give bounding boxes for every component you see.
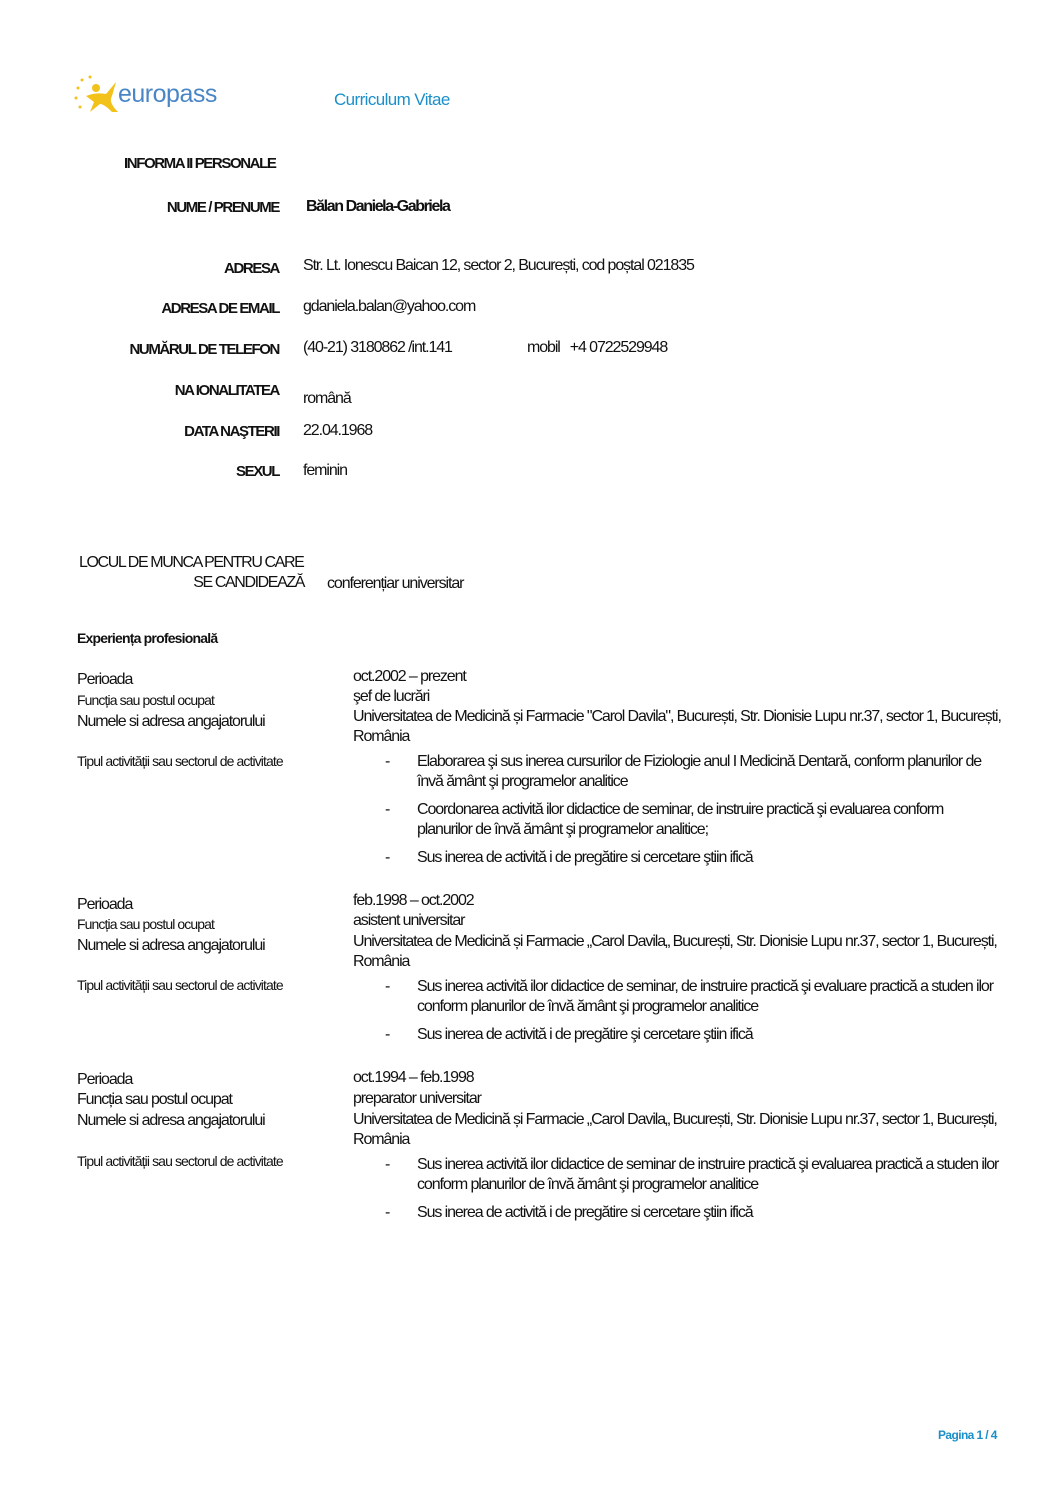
email-value[interactable]: gdaniela.balan@yahoo.com <box>303 298 476 315</box>
cv-title: Curriculum Vitae <box>334 90 450 109</box>
activity-item: - Sus inerea activită ilor didactice de seminar de instruire practică şi evaluarea practică a studen ilor conform planurilor de învă ământ şi programelor analitice <box>385 1156 999 1193</box>
activity-item: - Sus inerea de activită i de pregătire si cercetare ştiin ifică <box>385 849 753 866</box>
address-label: ADRESA <box>224 260 279 277</box>
employer-value: Universitatea de Medicină și Farmacie „Carol Davila„ București, Str. Dionisie Lupu nr.37, sector 1, București, România <box>353 933 997 970</box>
email-label: ADRESA DE EMAIL <box>161 300 279 317</box>
position-label-line2: SE CANDIDEAZĂ <box>193 574 304 591</box>
activity-label: Tipul activității sau sectorul de activitate <box>77 1153 283 1169</box>
birthdate-label: DATA NAŞTERII <box>184 423 279 440</box>
function-value: asistent universitar <box>353 912 465 929</box>
nationality-value: română <box>303 390 351 407</box>
period-value: oct.1994 – feb.1998 <box>353 1069 474 1086</box>
activity-item: - Sus inerea activită ilor didactice de seminar, de instruire practică şi evaluare practică a studen ilor conform planurilor de învă ământ şi programelor analitice <box>385 978 993 1015</box>
experience-heading: Experiența profesională <box>77 630 218 646</box>
mobile-value: mobil +4 0722529948 <box>527 339 668 356</box>
address-value: Str. Lt. Ionescu Baican 12, sector 2, București, cod poștal 021835 <box>303 257 694 274</box>
employer-label: Numele si adresa angajatorului <box>77 1112 265 1129</box>
europass-logo <box>72 74 222 116</box>
birthdate-value: 22.04.1968 <box>303 422 373 439</box>
logo-text: europass <box>118 80 217 108</box>
period-value: feb.1998 – oct.2002 <box>353 892 474 909</box>
function-label: Funcția sau postul ocupat <box>77 692 215 708</box>
employer-value: Universitatea de Medicină și Farmacie "Carol Davila", București, Str. Dionisie Lupu nr.37, sector 1, București, România <box>353 708 1001 745</box>
page-number: Pagina 1 / 4 <box>938 1428 997 1442</box>
sex-value: feminin <box>303 462 347 479</box>
nationality-label: NA IONALITATEA <box>174 382 279 399</box>
position-label-line1: LOCUL DE MUNCA PENTRU CARE <box>79 554 304 571</box>
period-label: Perioada <box>77 896 133 913</box>
period-label: Perioada <box>77 1071 133 1088</box>
period-label: Perioada <box>77 671 133 688</box>
position-value: conferențiar universitar <box>327 575 464 592</box>
period-value: oct.2002 – prezent <box>353 668 466 685</box>
activity-item: - Sus inerea de activită i de pregătire si cercetare ştiin ifică <box>385 1204 753 1221</box>
name-label: NUME / PRENUME <box>166 199 279 216</box>
activity-item: - Coordonarea activită ilor didactice de seminar, de instruire practică şi evaluarea conform planurilor de învă ământ şi programelor analitice; <box>385 801 944 838</box>
phone-value: (40-21) 3180862 /int.141 <box>303 339 452 356</box>
activity-item: - Elaborarea şi sus inerea cursurilor de Fiziologie anul I Medicină Dentară, conform planurilor de învă ământ şi programelor analitice <box>385 753 982 790</box>
employer-label: Numele si adresa angajatorului <box>77 937 265 954</box>
employer-label: Numele si adresa angajatorului <box>77 713 265 730</box>
activity-label: Tipul activității sau sectorul de activitate <box>77 977 283 993</box>
sex-label: SEXUL <box>235 463 279 480</box>
name-value: Bălan Daniela-Gabriela <box>306 198 450 215</box>
phone-label: NUMĂRUL DE TELEFON <box>129 341 279 358</box>
activity-label: Tipul activității sau sectorul de activitate <box>77 753 283 769</box>
employer-value: Universitatea de Medicină și Farmacie „Carol Davila„ București, Str. Dionisie Lupu nr.37, sector 1, București, România <box>353 1111 997 1148</box>
europass-figure-icon <box>72 74 122 116</box>
function-value: şef de lucrări <box>353 688 430 705</box>
activity-item: - Sus inerea de activită i de pregătire şi cercetare ştiin ifică <box>385 1026 753 1043</box>
function-value: preparator universitar <box>353 1090 481 1107</box>
function-label: Funcția sau postul ocupat <box>77 916 215 932</box>
personal-info-heading: INFORMA II PERSONALE <box>124 155 276 172</box>
function-label: Funcția sau postul ocupat <box>77 1091 232 1108</box>
